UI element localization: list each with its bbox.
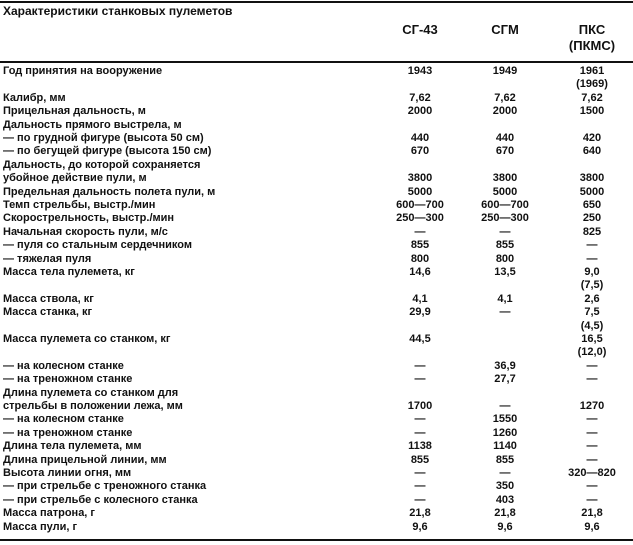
row-value-col3: 1270 [579,400,605,412]
row-value-col3: — [586,373,598,386]
table-row [0,105,633,117]
row-value-col3: (1969) [576,78,608,91]
row-value-col3: 250 [582,212,602,225]
row-label: Прицельная дальность, м [3,105,146,118]
row-value-col2: 855 [495,453,515,466]
row-value-col3: 320—820 [568,467,616,479]
row-value-col3: 16,5 [581,333,603,345]
row-value-col2: 800 [495,252,515,265]
row-label: — на треножном станке [3,373,133,386]
table-row [0,507,633,519]
row-label: — на колесном станке [3,413,124,426]
table-row [0,521,633,533]
row-value-col3: 3800 [579,172,605,185]
row-label: Предельная дальность полета пули, м [3,185,216,198]
table-row [0,387,633,399]
row-value-col1: 250—300 [396,212,444,225]
row-value-col3: — [586,413,598,426]
row-value-col2: 36,9 [494,359,516,372]
row-label: Скорострельность, выстр./мин [3,212,175,225]
row-value-col1: — [414,467,426,479]
row-value-col3: — [586,426,598,439]
row-value-col2: 855 [495,239,515,252]
column-header-sgm-text: СГМ [491,22,519,37]
row-value-col1: 1943 [407,65,433,77]
row-label: Темп стрельбы, выстр./мин [3,199,156,211]
row-value-col3: 650 [582,199,602,211]
table-row [0,65,633,77]
row-value-col2: 7,62 [494,91,516,104]
row-label: Длина прицельной линии, мм [3,453,167,466]
row-value-col3: 9,0 [584,266,600,278]
row-label: Калибр, мм [3,91,66,104]
row-label: — по грудной фигуре (высота 50 см) [3,132,204,144]
table-title: Характеристики станковых пулеметов [3,4,233,18]
row-value-col1: — [414,480,426,493]
row-value-col1: 800 [410,252,430,265]
row-value-col3: 420 [582,132,602,144]
row-value-col2: 5000 [492,185,518,198]
row-value-col2: 3800 [492,172,518,185]
row-value-col2: 1949 [492,65,518,77]
row-value-col3: — [586,252,598,265]
table-row [0,172,633,184]
row-value-col2: 27,7 [494,373,516,386]
column-header-sg43 [385,22,455,38]
row-value-col1: 21,8 [409,507,431,520]
table-row [0,78,633,90]
row-value-col2: 250—300 [481,212,529,225]
row-label: Масса ствола, кг [3,292,94,305]
row-value-col2: 2000 [492,105,518,118]
table-row [0,226,633,238]
row-value-col2: 440 [495,132,515,144]
table-row [0,427,633,439]
table-row [0,360,633,372]
table-row [0,346,633,358]
row-value-col3: — [586,493,598,506]
row-value-col2: 600—700 [481,199,529,211]
row-label: Длина тела пулемета, мм [3,440,142,453]
table-row [0,440,633,452]
table-row [0,373,633,385]
column-header-pkms-text: (ПКМС) [568,38,616,53]
row-label: — тяжелая пуля [3,252,92,265]
row-value-col1: 7,62 [409,91,431,104]
row-value-col1: — [414,225,426,238]
row-label: Дальность, до которой сохраняется [3,158,201,171]
row-value-col3: 7,62 [581,91,603,104]
row-value-col1: 5000 [407,185,433,198]
row-value-col1: 2000 [407,105,433,118]
table-row [0,400,633,412]
row-label: Начальная скорость пули, м/с [3,225,168,238]
row-value-col1: — [414,413,426,426]
row-label: Масса пулемета со станком, кг [3,333,171,345]
column-header-pks-text: ПКС [578,22,606,37]
row-value-col2: 1550 [492,413,518,426]
row-value-col2: 4,1 [497,292,513,305]
row-value-col2: 670 [495,145,515,158]
table-row [0,480,633,492]
table-row [0,293,633,305]
row-label: Год принятия на вооружение [3,65,163,77]
row-label: убойное действие пули, м [3,172,147,185]
table-row [0,454,633,466]
row-value-col3: 2,6 [584,292,600,305]
header-rule [0,61,633,63]
row-value-col1: 600—700 [396,199,444,211]
row-label: — при стрельбе с треножного станка [3,480,207,493]
row-label: Дальность прямого выстрела, м [3,118,182,131]
row-label: — на треножном станке [3,426,133,439]
row-value-col3: 7,5 [584,306,600,319]
row-value-col1: 855 [410,239,430,252]
row-label: — при стрельбе с колесного станка [3,493,198,506]
table-row [0,212,633,224]
row-value-col3: 1500 [579,105,605,118]
row-value-col1: — [414,373,426,386]
table-row [0,266,633,278]
row-value-col3: (7,5) [580,279,604,292]
table-row [0,467,633,479]
row-value-col2: — [499,306,511,319]
row-value-col1: 855 [410,453,430,466]
row-value-col3: — [586,359,598,372]
row-value-col2: — [499,467,511,479]
row-label: Масса пули, г [3,520,78,533]
row-value-col1: — [414,426,426,439]
row-label: стрельбы в положении лежа, мм [3,400,183,412]
row-value-col2: 1260 [492,426,518,439]
row-value-col3: (4,5) [580,319,604,332]
row-value-col1: 44,5 [409,333,431,345]
table-row [0,92,633,104]
row-value-col3: 825 [582,225,602,238]
row-value-col2: 350 [495,480,515,493]
row-value-col1: — [414,359,426,372]
row-value-col2: 21,8 [494,507,516,520]
row-value-col2: — [499,225,511,238]
table-row [0,186,633,198]
table-row [0,199,633,211]
column-header-sgm [470,22,540,38]
row-value-col2: 403 [495,493,515,506]
row-value-col2: 9,6 [497,520,513,533]
row-value-col1: 1138 [408,440,432,453]
row-value-col2: 13,5 [494,266,516,278]
table-row [0,119,633,131]
table-row [0,320,633,332]
table-row [0,413,633,425]
row-value-col1: — [414,493,426,506]
table-row [0,159,633,171]
row-label: Высота линии огня, мм [3,467,132,479]
row-label: Масса станка, кг [3,306,93,319]
row-value-col3: — [586,440,598,453]
row-value-col1: 29,9 [409,306,431,319]
table-row [0,132,633,144]
table-row [0,306,633,318]
row-value-col3: 21,8 [581,507,603,520]
row-value-col3: (12,0) [577,346,607,359]
row-value-col3: 5000 [579,185,605,198]
table-row [0,239,633,251]
row-value-col2: 1140 [493,440,517,453]
table-row [0,333,633,345]
row-value-col3: 9,6 [584,520,600,533]
row-value-col1: 9,6 [412,520,428,533]
row-value-col3: 1961 [579,65,605,77]
table-row [0,494,633,506]
row-value-col3: — [586,453,598,466]
table-row [0,145,633,157]
row-value-col1: 1700 [407,400,433,412]
table-row [0,279,633,291]
row-label: Масса тела пулемета, кг [3,266,135,278]
table-row [0,253,633,265]
row-value-col1: 4,1 [412,292,428,305]
row-value-col1: 440 [410,132,430,144]
column-header-pks [555,22,629,54]
row-label: — пуля со стальным сердечником [3,239,193,252]
top-rule [0,1,633,3]
row-value-col1: 3800 [407,172,433,185]
row-value-col2: — [499,400,511,412]
column-header-sg43-text: СГ-43 [402,22,438,37]
row-value-col1: 670 [410,145,430,158]
row-label: Длина пулемета со станком для [3,386,179,399]
bottom-rule [0,539,633,541]
row-value-col3: — [586,480,598,493]
row-value-col1: 14,6 [409,266,431,278]
row-label: Масса патрона, г [3,507,96,520]
row-label: — на колесном станке [3,359,124,372]
row-value-col3: — [586,239,598,252]
row-label: — по бегущей фигуре (высота 150 см) [3,145,212,158]
row-value-col3: 640 [582,145,602,158]
